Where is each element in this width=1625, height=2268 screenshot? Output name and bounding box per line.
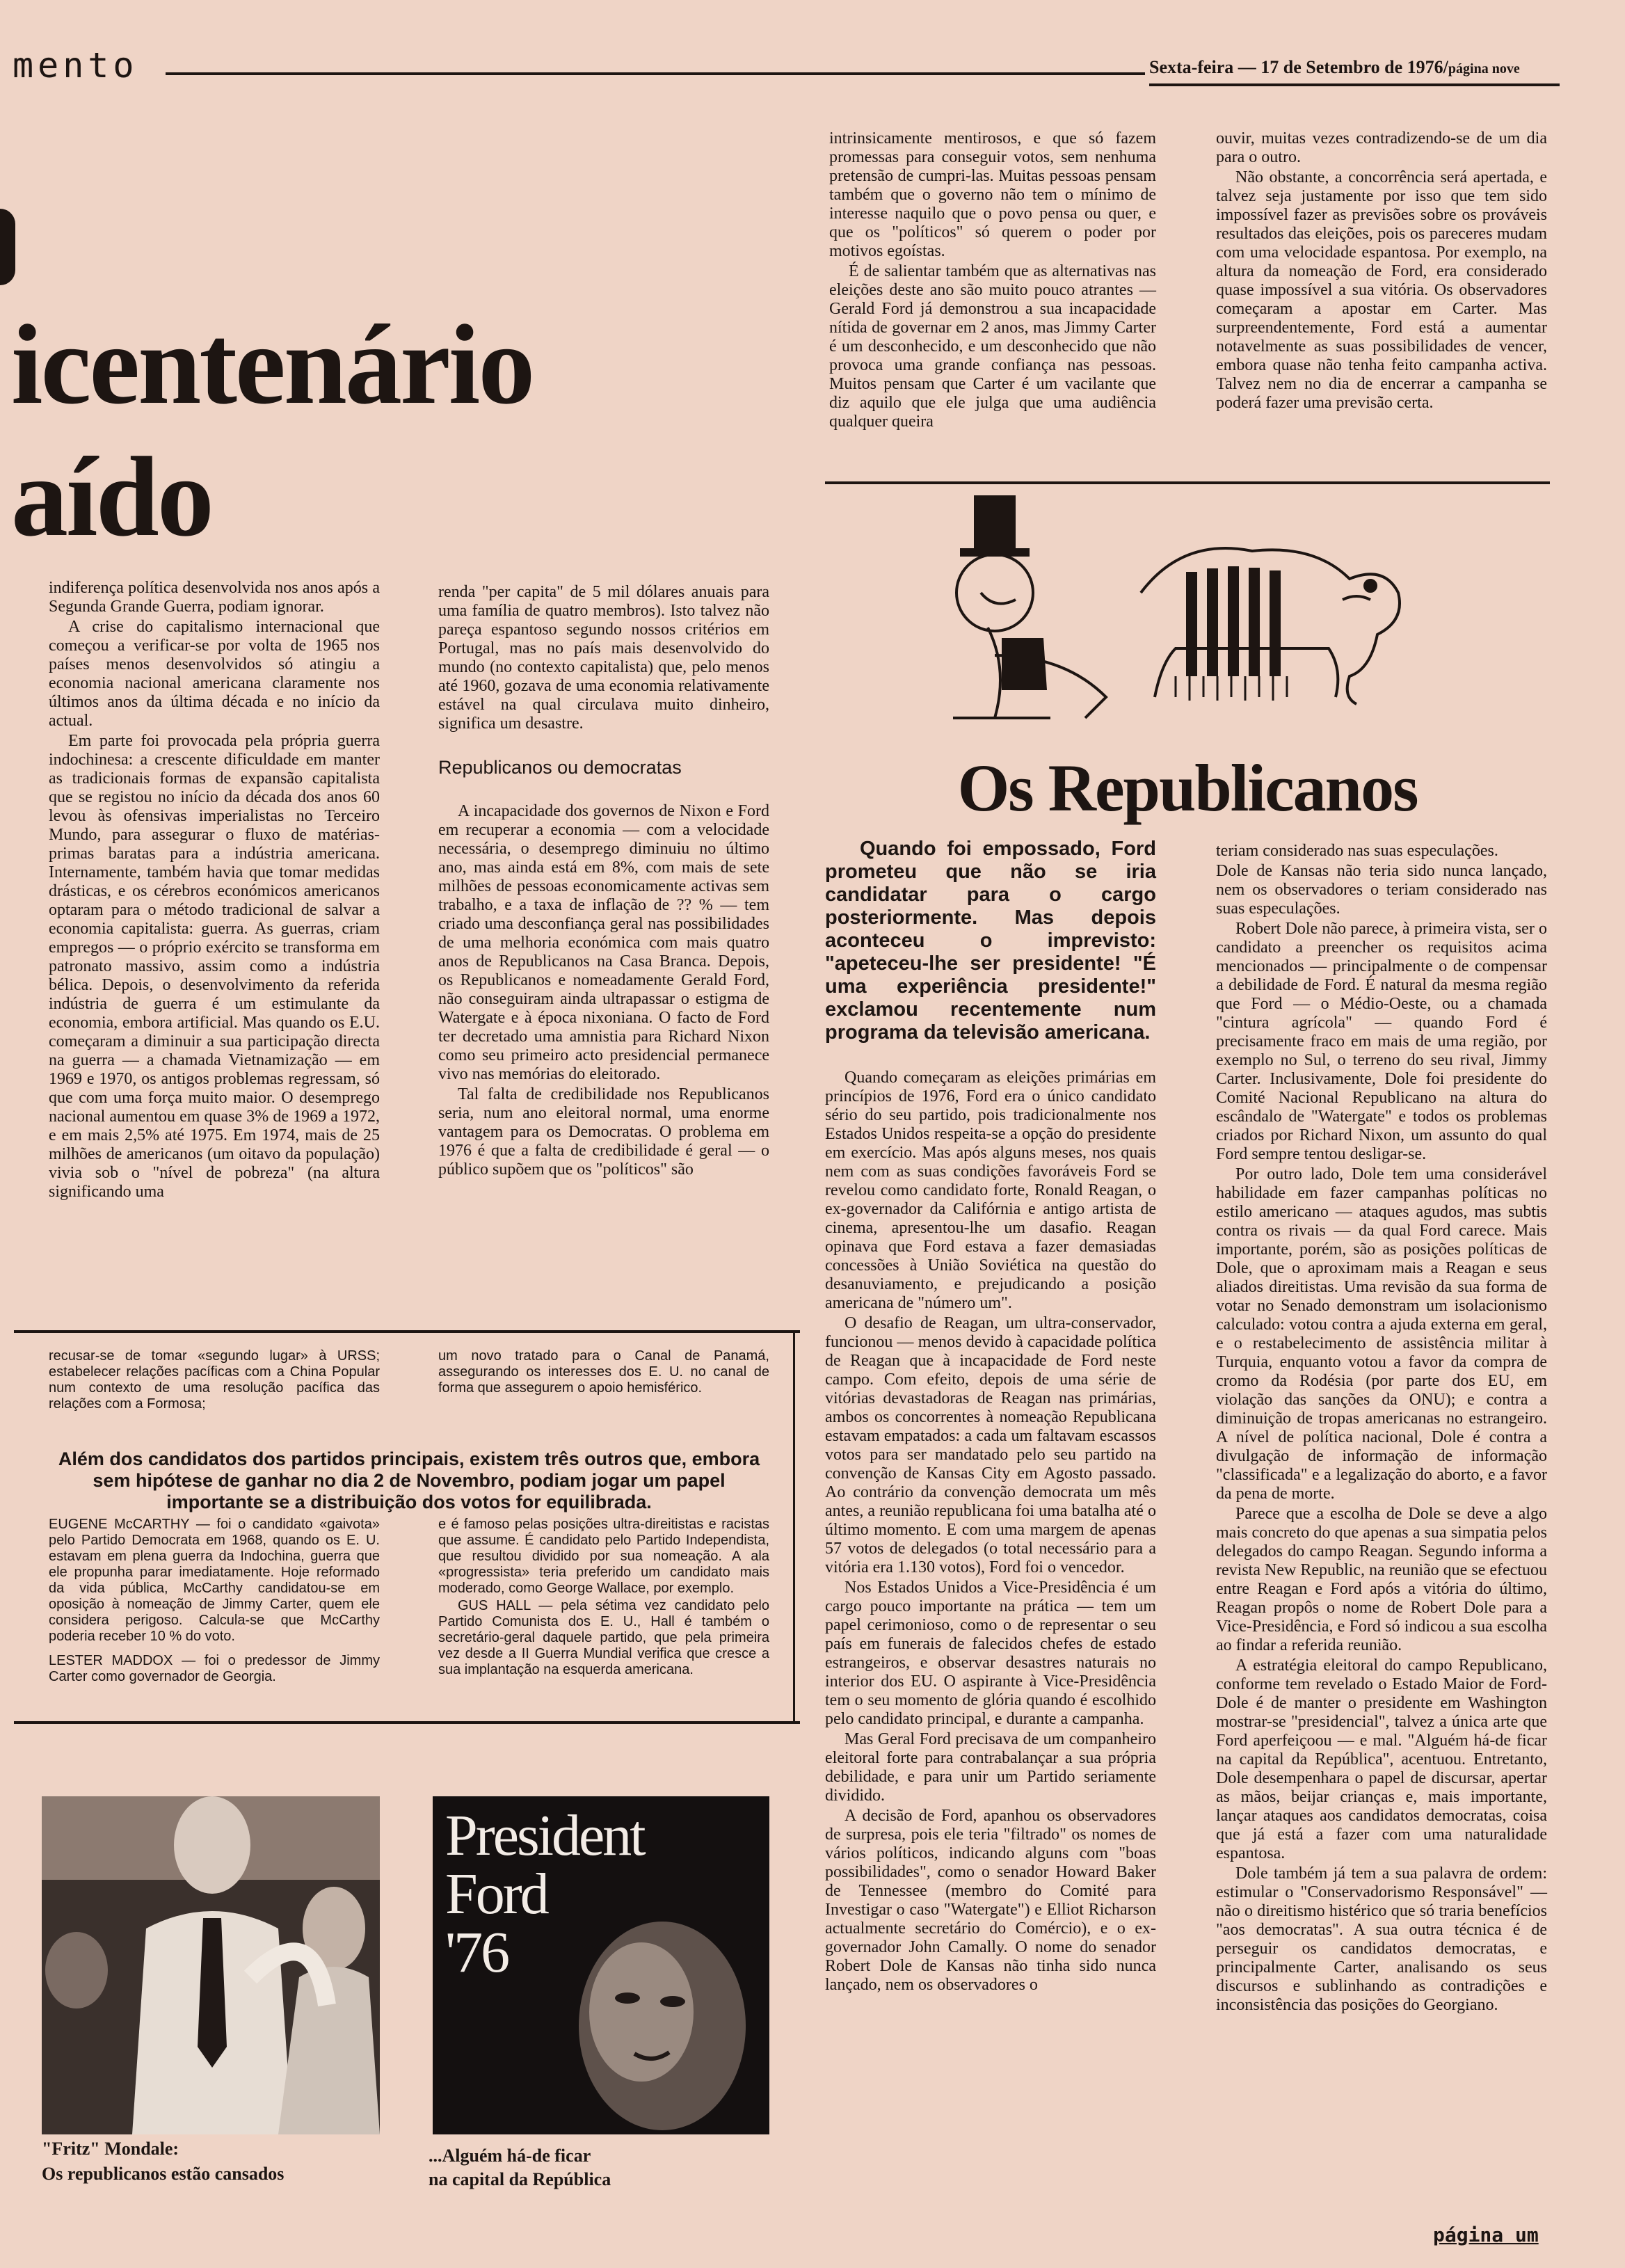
left-headline-line1: icentenário [11,302,534,428]
paragraph: A estratégia eleitoral do campo Republicano, conforme tem revelado o Estado Maior de Ford-Dole é de manter o presidente em Washington mostrar-se "presidencial", talvez a única arte que Ford aperfeiçoou — e mal. "Alguém há-de ficar na capital da República", acentuou. Entretanto, Dole desempenhara o papel de discursar, apertar as mãos, beijar crianças e, mais importante, lançar ataques aos candidatos democratas, coisa que já está a fazer com uma naturalidade espantosa. [1216,1656,1547,1862]
top-right-column-4 [1216,129,1547,414]
paragraph: É de salientar também que as alternativas nas eleições deste ano são muito pouco atrantes — Gerald Ford já demonstrou a sua incapacidade nítida de governar em 2 anos, mas Jimmy Carter é um desconhecido, e um desconhecido que não provoca uma grande confiança nas pessoas. Muitos pensam que Carter é um vacilante que diz aquilo que ele julga que uma audiência qualquer queira [829,262,1156,431]
top-right-column-3 [829,129,1156,433]
poster-line-president: President [445,1803,644,1868]
photo-rule-top [14,1721,800,1724]
poster-line-year: '76 [445,1920,509,1985]
paragraph: teriam considerado nas suas especulações. [1216,842,1498,860]
header-rule [166,72,1145,75]
paragraph: A incapacidade dos governos de Nixon e Ford em recuperar a economia — com a velocidade necessária, o desemprego diminuiu no último ano, mas ainda está em 8%, com mais de sete milhões de pessoas economicamente activas sem trabalho, e a taxa de inflação de ?? % — tem criado uma desconfiança geral nas possibilidades de uma melhoria económica com mais quatro anos de Republicanos na Casa Branca. Depois, os Republicanos e nomeadamente Gerald Ford, não conseguiram ainda ultrapassar o estigma de Watergate e à época nixoniana. O facto de Ford ter decretado uma amnistia para Richard Nixon como seu primeiro acto presidencial permanece vivo nas memórias do eleitorado. [438,802,769,1083]
left-headline-fragment [0,209,15,285]
paragraph: Robert Dole não parece, à primeira vista, ser o candidato a preencher os requisitos acima mencionados — principalmente o de compensar a debilidade de Ford. É natural da mesma região que Ford — o Médio-Oeste, ou a chamada "cintura agrícola" — quando Ford é precisamente fraco em mais de uma região, por exemplo no Sul, o terreno do seu rival, Jimmy Carter. Inclusivamente, Dole foi presidente do Comité Nacional Republicano na altura do escândalo de "Watergate" e todos os problemas criados por Richard Nixon, um assunto do qual Ford sempre tentou desligar-se. [1216,920,1547,1163]
ford-poster [433,1796,769,2134]
mid-box-rule-top [14,1330,800,1333]
subhead-republicanos-democratas: Republicanos ou democratas [438,757,682,778]
republicans-column-4 [1216,842,1547,2016]
paragraph: LESTER MADDOX — foi o predessor de Jimmy Carter como governador de Georgia. [49,1653,380,1684]
third-party-column-2 [438,1517,769,1679]
paragraph: Mas Geral Ford precisava de um companheiro eleitoral forte para contrabalançar a sua própria debilidade, e para unir um Partido seriamente dividido. [825,1730,1156,1805]
header-rule-right [1149,83,1560,86]
paragraph: Parece que a escolha de Dole se deve a algo mais concreto do que apenas a sua simpatia pelos delegados do campo Reagan. Segundo informa a revista New Republic, na reunião que se efectuou entre Reagan e Ford após a vitória do último, Reagan propôs o nome de Robert Dole para a Vice-Presidência, e Ford só indicou a sua escolha ao findar a referida reunião. [1216,1505,1547,1654]
header-section-word: mento [13,45,138,86]
republicans-lead: Quando foi empossado, Ford prometeu que não se iria candidatar para o cargo posteriormente. Mas depois aconteceu o imprevisto: "apeteceu-lhe ser presidente! "É uma experiência presidente!" exclamou recentemente num programa da televisão americana. [825,838,1156,1044]
left-article-column-2 [438,583,769,1181]
paragraph: Nos Estados Unidos a Vice-Presidência é um cargo pouco importante na prática — tem um papel cerimonioso, como o de representar o seu país em funerais de falecidos chefes de estado estrangeiros, e observar desastres naturais no interior dos EU. O aspirante à Vice-Presidência tem o seu momento de glória quando é escolhido pelo candidato principal, e durante a campanha. [825,1579,1156,1728]
paragraph: Dole também já tem a sua palavra de ordem: estimular o "Conservadorismo Responsável" — não o direitismo histérico que só traria benefícios "aos democratas". A sua outra técnica é de perseguir os candidatos democratas, e principalmente Carter, analisando os seus discursos e sublinhando as contradições e inconsistência das posições do Georgiano. [1216,1864,1547,2014]
continued-on-page: página um [1433,2223,1539,2246]
paragraph: Em parte foi provocada pela própria guerra indochinesa: a crescente dificuldade em manter as tradicionais formas de expansão capitalista que se registou no início da década dos anos 60 levou às ofensivas imperialistas no Terceiro Mundo, para assegurar o fluxo de matérias-primas baratas para a indústria americana. Internamente, também havia que tomar medidas drásticas, e os cérebros económicos americanos optaram para o método tradicional de salvar a economia capitalista: guerra. As guerras, criam empregos — o próprio exército se transforma em patronato massivo, assim como a indústria bélica. Depois, o desenvolvimento da referida indústria de guerra é um estimulante da economia, embora artificial. Mas quando os E.U. começaram a diminuir a sua participação directa na guerra — a chamada Vietnamização — em 1969 e 1970, os antigos problemas regressam, só que com uma força muito maior. O desemprego nacional aumentou em quase 3% de 1969 a 1972, e em mais 2,5% até 1975. Em 1974, mais de 25 milhões de americanos (um oitavo da população) vivia sob o "nível de pobreza" (na altura significando uma [49,732,380,1201]
paragraph: ouvir, muitas vezes contradizendo-se de um dia para o outro. [1216,129,1547,166]
column-separator [793,1333,795,1723]
paragraph: Quando começaram as eleições primárias em princípios de 1976, Ford era o único candidato sério do seu partido, pois tradicionalmente nos Estados Unidos respeita-se a opção do presidente em exercício. Mas após alguns meses, nos quais nem com as suas condições favoráveis Ford se revelou como candidato forte, Ronald Reagan, o ex-governador da Califórnia e antigo artista de cinema, apresentou-lhe um dasafio. Reagan opinava que Ford estava a fazer demasiadas concessões à União Soviética na questão do desanuviamento, e prejudicando a posição americana de "número um". [825,1069,1156,1312]
header-page-number: página nove [1448,61,1520,77]
mondale-caption-name: "Fritz" Mondale: [42,2139,179,2159]
poster-line-ford: Ford [445,1862,547,1926]
paragraph: renda "per capita" de 5 mil dólares anuais para uma família de quatro membros). Isto talvez não pareça espantoso segundo nossos critérios em Portugal, mas no país mais desenvolvido do mundo (no contexto capitalista) que, pelo menos até 1960, gozava de uma economia relativamente estável na qual circulava muito dinheiro, significa um desastre. [438,583,769,733]
paragraph: indiferença política desenvolvida nos anos após a Segunda Grande Guerra, podiam ignorar. [49,579,380,616]
ford-caption-line1: ...Alguém há-de ficar [429,2146,591,2166]
republicans-column-3 [825,1069,1156,1996]
paragraph: Tal falta de credibilidade nos Republicanos seria, num ano eleitoral normal, uma enorme vantagem para os Democratas. O problema em 1976 é que a falta de credibilidade é geral — o público supõem que os "políticos" são [438,1085,769,1179]
paragraph: GUS HALL — pela sétima vez candidato pelo Partido Comunista dos E. U., Hall é também o secretário-geral daquele partido, que pela primeira vez desde a II Guerra Mundial verifica que cresce a sua implantação na esquerda americana. [438,1598,769,1677]
paragraph: e é famoso pelas posições ultra-direitistas e racistas que assume. É candidato pelo Partido Independista, que resultou dividido por sua nomeação. A ala «progressista» teria preferido um candidato mais moderado, como George Wallace, por exemplo. [438,1517,769,1596]
mid-box-left: recusar-se de tomar «segundo lugar» à URSS; estabelecer relações pacíficas com a China Popular num contexto de uma resolução pacífica das relações com a Formosa; [49,1348,380,1412]
paragraph: A decisão de Ford, apanhou os observadores de surpresa, pois ele teria "filtrado" os nomes de vários políticos, indicando alguns com "boas possibilidades", como o senador Howard Baker de Tennessee (membro do Comité para Investigar o caso "Watergate") e Elliot Richarson actualmente secretário do Comércio), e o ex-governador John Camally. O nome do senador Robert Dole de Kansas não tinha sido nunca lançado, nem os observadores o [825,1807,1156,1994]
left-article-column-1 [49,579,380,1203]
paragraph: O desafio de Reagan, um ultra-conservador, funcionou — menos devido à capacidade política de Reagan que à incapacidade de Ford neste campo. Com efeito, depois de uma série de vitórias devastadoras de Reagan nas primárias, ambos os concorrentes à nomeação Republicana estavam empatados: a cada um faltavam escassos votos para ser mandatado pelo seu partido na convenção de Kansas City em Agosto passado. Ao contrário da convenção democrata um mês antes, a reunião republicana foi uma batalha até o último momento. E com uma margem de apenas 57 votos de delegados (o total necessário para a vitória era 1.130 votos), Ford foi o vencedor. [825,1314,1156,1576]
republicans-headline: Os Republicanos [957,751,1418,825]
paragraph: Por outro lado, Dole tem uma considerável habilidade em fazer campanhas políticas no estilo americano — ataques agudos, mas subtis contra os rivais — da qual Ford carece. Mais importante, porém, são as posições políticas de Dole, que o aproximam mais a Reagan e seus aliados direitistas. Uma revisão da sua forma de votar no Senado demonstram um isolacionismo calculado: votou contra a ajuda externa em geral, e o restabelecimento de assistência militar à Turquia, enquanto votou a favor da compra de cromo da Rodésia (por parte dos EU, em violação das sanções da ONU); e contra a diminuição de tropas americanas no estrangeiro. A nível de política nacional, Dole é contra a divulgação de informação de informação "classificada" e a legalização do aborto, e a favor da pena de morte. [1216,1165,1547,1503]
cartoon-uncle-sam-elephant [925,488,1426,739]
third-party-intro: Além dos candidatos dos partidos principais, existem três outros que, embora sem hipótese de ganhar no dia 2 de Novembro, podiam jogar um papel importante se a distribuição dos votos for equilibrada. [58,1448,760,1512]
ford-caption-line2: na capital da República [429,2169,611,2189]
mondale-photo [42,1796,380,2134]
mondale-caption: Os republicanos estão cansados [42,2164,285,2184]
paragraph: Dole de Kansas não teria sido nunca lançado, nem os observadores o teriam considerado nas suas especulações. [1216,862,1547,918]
paragraph: EUGENE McCARTHY — foi o candidato «gaivota» pelo Partido Democrata em 1968, quando os E. U. estavam em plena guerra da Indochina, guerra que ele propunha parar imediatamente. Hoje reformado da vida pública, McCarthy candidatou-se em oposição à nomeação de Jimmy Carter, quem ele considera perigoso. Calcula-se que McCarthy poderia receber 10 % do voto. [49,1517,380,1644]
paragraph: Não obstante, a concorrência será apertada, e talvez seja justamente por isso que tem sido impossível fazer as previsões sobre os prováveis resultados das eleições, pois os pareceres mudam com uma velocidade espantosa. Por exemplo, na altura da nomeação de Ford, era considerado quase impossível a sua vitória. Os observadores começaram a apostar em Carter. Mas surpreendentemente, Ford está a aumentar notavelmente as suas possibilidades de vencer, embora quase não tenha feito campanha activa. Talvez nem no dia de encerrar a campanha se poderá fazer uma previsão certa. [1216,168,1547,412]
cartoon-drawing [925,488,1426,739]
mid-box-right: um novo tratado para o Canal de Panamá, assegurando os interesses dos E. U. no canal de forma que assegurem o apoio hemisférico. [438,1348,769,1396]
paragraph: A crise do capitalismo internacional que começou a verificar-se por volta de 1965 nos países menos desenvolvidos só atingiu a economia nacional americana claramente nos últimos anos da última década e no início da actual. [49,618,380,730]
left-headline-line2: aído [11,434,212,560]
mondale-photo-art [42,1796,380,2134]
republicans-rule-top [825,481,1550,484]
paragraph: intrinsicamente mentirosos, e que só fazem promessas para conseguir votos, sem nenhuma pretensão de cumpri-las. Muitas pessoas pensam também que o governo não tem o mínimo de interesse naquilo que o povo pensa ou quer, e que os "políticos" só querem o poder por motivos egoístas. [829,129,1156,260]
header-date-text: Sexta-feira — 17 de Setembro de 1976/ [1149,57,1448,77]
header-date [1149,56,1520,81]
third-party-column-1 [49,1517,380,1686]
